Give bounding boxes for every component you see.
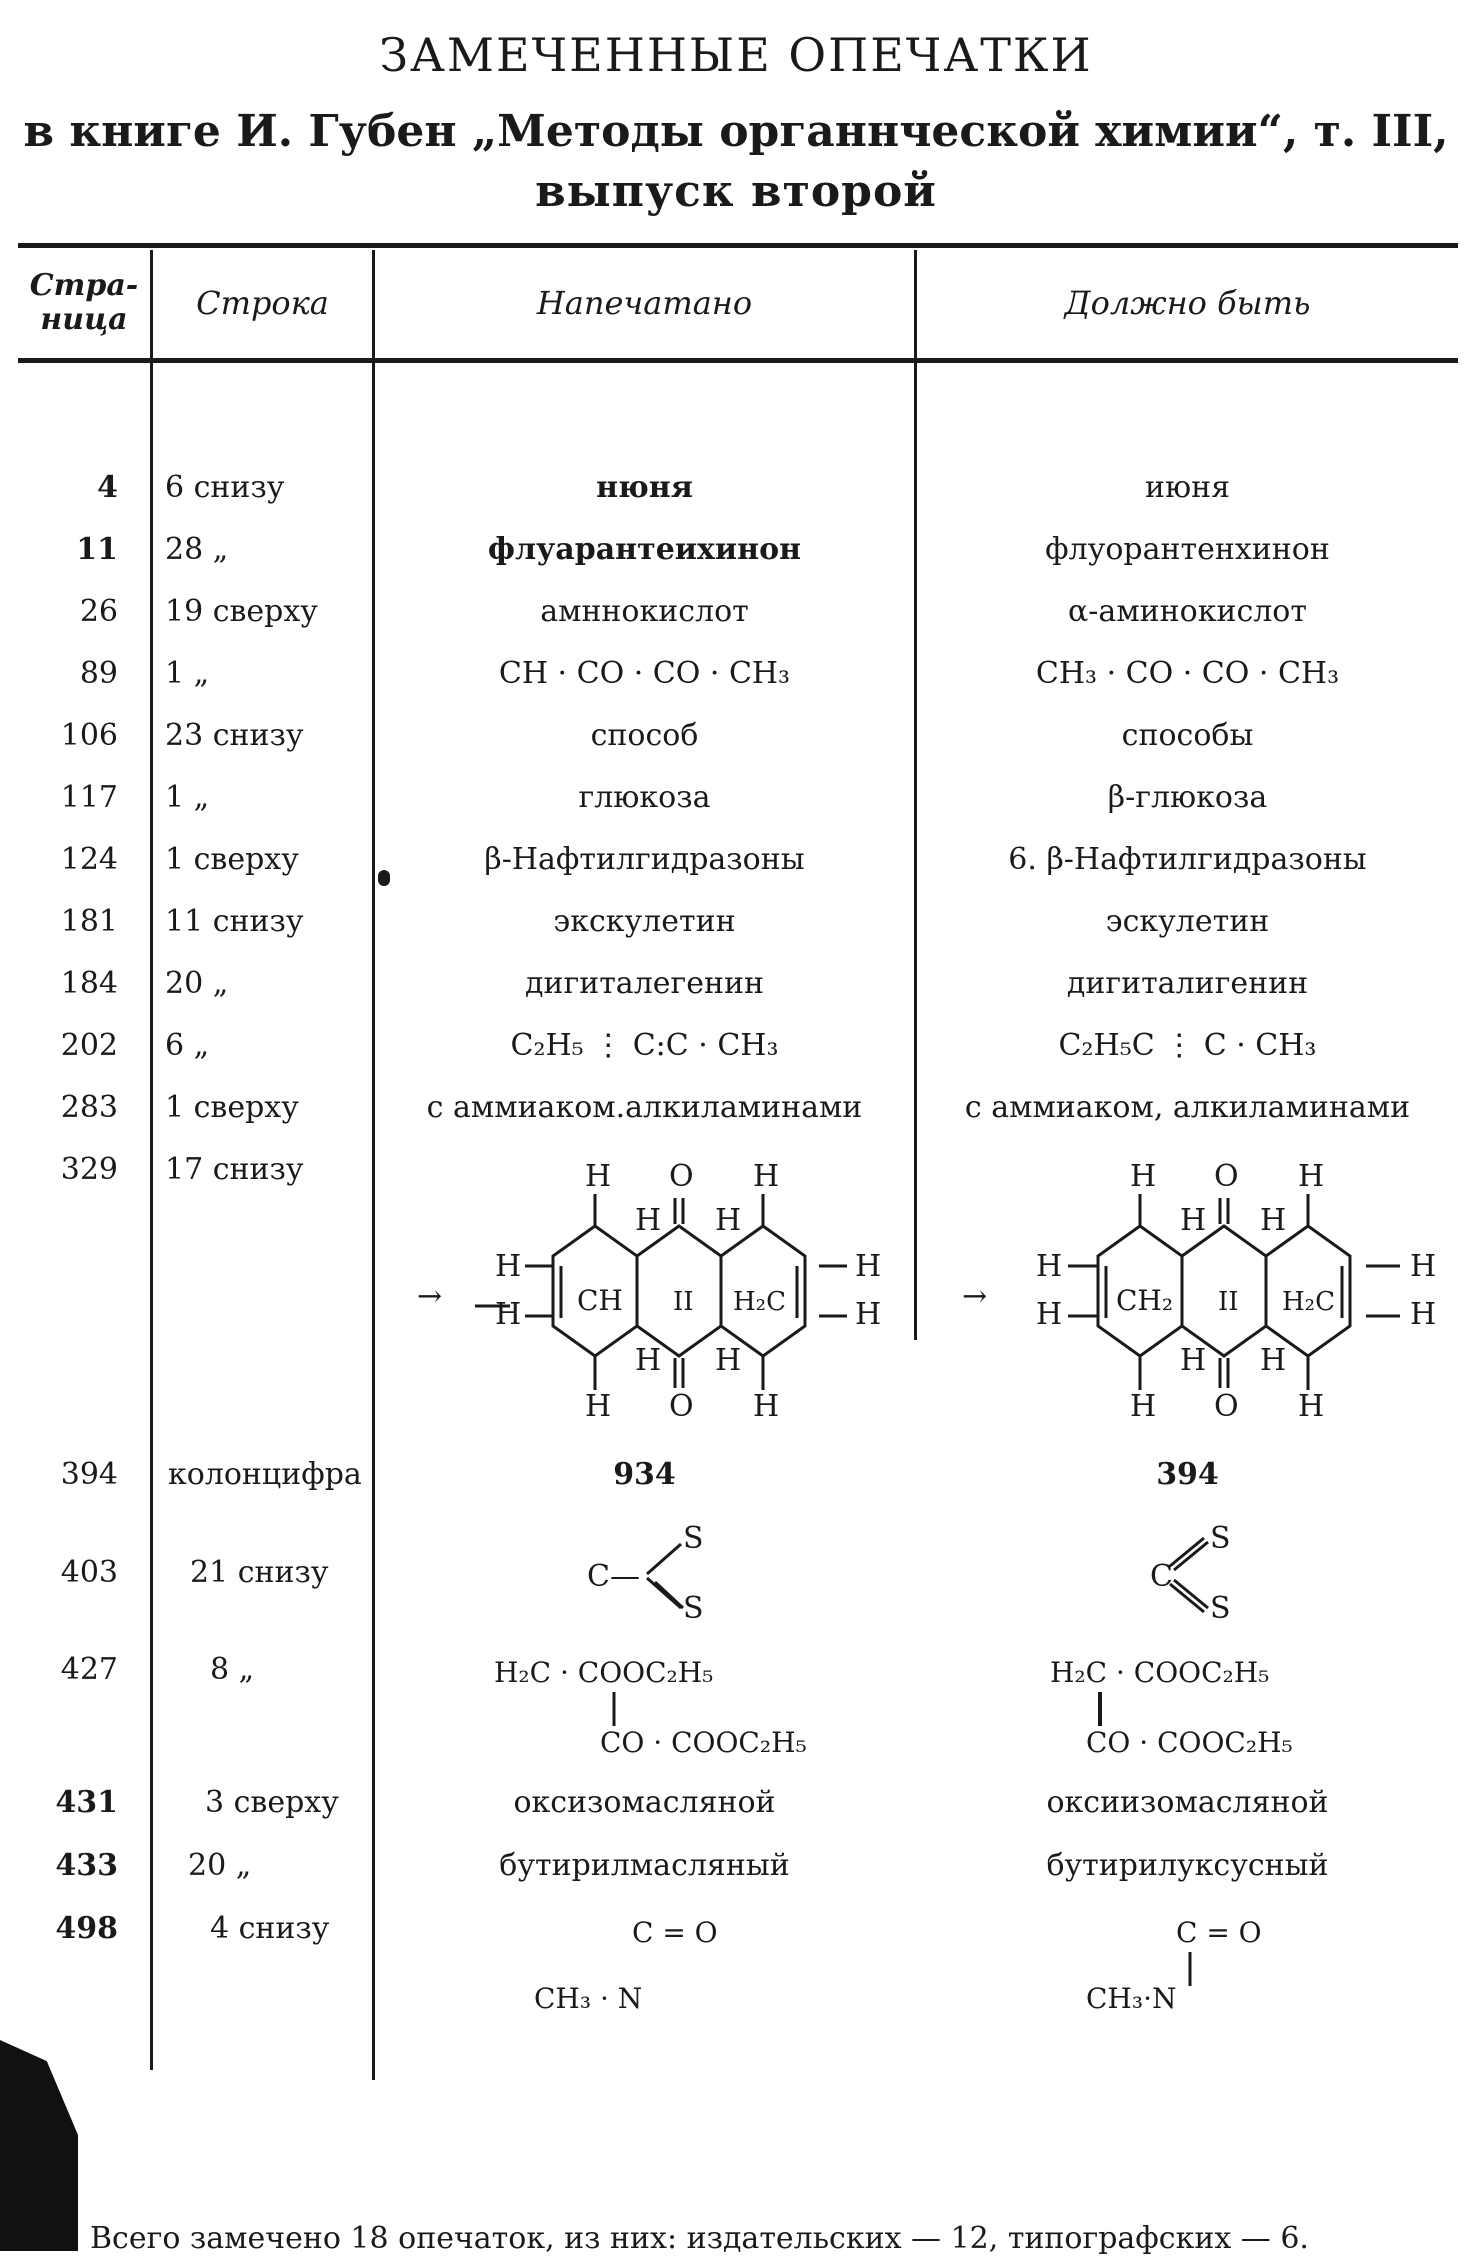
formula-should-be-329 <box>960 1158 1450 1428</box>
cell-page: 498 <box>55 1911 118 1946</box>
svg-text:S: S <box>683 1521 704 1556</box>
cell-printed: дигиталегенин <box>525 966 764 1001</box>
cell-page: 181 <box>60 904 118 939</box>
svg-text:H: H <box>1298 1159 1325 1194</box>
svg-text:H: H <box>635 1343 662 1378</box>
cell-printed: способ <box>590 718 699 753</box>
table-row <box>0 1838 1472 1894</box>
cell-line: 1 „ <box>165 656 210 691</box>
arrow-symbol: → <box>962 1279 988 1314</box>
svg-text:H₂C · COOC₂H₅: H₂C · COOC₂H₅ <box>494 1656 714 1689</box>
formula-should-be-403 <box>1148 1518 1258 1628</box>
formula-printed-498 <box>528 1908 768 2018</box>
cell-line: 23 снизу <box>165 718 304 753</box>
header-printed: Напечатано <box>536 283 753 322</box>
svg-text:H: H <box>585 1389 612 1424</box>
svg-text:O: O <box>1214 1389 1239 1424</box>
cell-page: 427 <box>60 1652 118 1687</box>
table-row <box>0 1080 1472 1136</box>
cell-printed: с аммиаком.алкиламинами <box>426 1090 863 1125</box>
svg-text:H: H <box>753 1159 780 1194</box>
svg-text:H: H <box>1036 1249 1063 1284</box>
svg-text:H: H <box>635 1203 662 1238</box>
svg-text:H: H <box>1130 1389 1157 1424</box>
page-title: ЗАМЕЧЕННЫЕ ОПЕЧАТКИ <box>379 28 1093 82</box>
table-top-rule <box>18 243 1458 248</box>
cell-page: 202 <box>60 1028 118 1063</box>
svg-text:H: H <box>1036 1297 1063 1332</box>
cell-line: колонцифра <box>168 1457 362 1492</box>
cell-should-be: с аммиаком, алкиламинами <box>964 1090 1411 1125</box>
arrow-symbol: → <box>417 1279 443 1314</box>
svg-text:H₂C · COOC₂H₅: H₂C · COOC₂H₅ <box>1050 1656 1270 1689</box>
cell-printed: CH · CO · CO · CH₃ <box>498 656 791 691</box>
cell-printed: β-Нафтилгидразоны <box>484 842 805 877</box>
cell-line: 28 „ <box>165 532 229 567</box>
cell-page: 124 <box>60 842 118 877</box>
table-row <box>0 956 1472 1012</box>
svg-text:CO · COOC₂H₅: CO · COOC₂H₅ <box>600 1726 807 1759</box>
cell-should-be: флуорантенхинон <box>1045 532 1330 567</box>
cell-should-be: оксиизомасляной <box>1046 1785 1329 1820</box>
cell-printed: 934 <box>613 1457 676 1492</box>
svg-text:CH₂: CH₂ <box>1116 1284 1174 1317</box>
svg-text:H: H <box>1260 1343 1287 1378</box>
svg-text:H: H <box>1260 1203 1287 1238</box>
cell-should-be: 394 <box>1156 1457 1219 1492</box>
cell-page: 106 <box>60 718 118 753</box>
formula-printed-403 <box>585 1518 725 1628</box>
table-row <box>0 584 1472 640</box>
cell-line: 1 сверху <box>165 842 299 877</box>
table-row <box>0 646 1472 702</box>
svg-text:O: O <box>669 1159 694 1194</box>
cell-printed: амннокислот <box>540 594 749 629</box>
svg-text:H: H <box>495 1249 522 1284</box>
cell-printed: нюня <box>596 470 693 505</box>
table-row <box>0 460 1472 516</box>
cell-line: 20 „ <box>188 1848 252 1883</box>
cell-line: 19 сверху <box>165 594 318 629</box>
svg-text:H₂C: H₂C <box>1282 1287 1335 1317</box>
svg-text:II: II <box>1218 1287 1239 1317</box>
svg-text:S: S <box>1210 1591 1231 1626</box>
header-page: Стра-ница <box>29 267 139 337</box>
cell-line: 6 снизу <box>165 470 285 505</box>
svg-text:H: H <box>1410 1249 1437 1284</box>
svg-text:C = O: C = O <box>632 1916 718 1949</box>
cell-page: 184 <box>60 966 118 1001</box>
table-row <box>0 832 1472 888</box>
cell-page: 89 <box>79 656 118 691</box>
cell-printed: глюкоза <box>578 780 711 815</box>
cell-line: 21 снизу <box>190 1555 329 1590</box>
formula-should-be-427 <box>1046 1648 1426 1768</box>
table-row <box>0 1775 1472 1831</box>
cell-page: 283 <box>60 1090 118 1125</box>
cell-printed: C₂H₅ ⋮ C:C · CH₃ <box>510 1028 779 1063</box>
svg-text:H: H <box>855 1297 882 1332</box>
svg-text:H: H <box>715 1203 742 1238</box>
svg-text:H: H <box>753 1389 780 1424</box>
cell-should-be: C₂H₅C ⋮ C · CH₃ <box>1058 1028 1317 1063</box>
svg-text:S: S <box>683 1591 704 1626</box>
cell-should-be: июня <box>1144 470 1231 505</box>
cell-line: 20 „ <box>165 966 229 1001</box>
cell-should-be: способы <box>1121 718 1254 753</box>
cell-line: 11 снизу <box>165 904 304 939</box>
cell-printed: бутирилмасляный <box>499 1848 790 1883</box>
svg-text:CH₃ · N: CH₃ · N <box>534 1982 643 2015</box>
cell-page: 431 <box>55 1785 118 1820</box>
page-subtitle-2: выпуск второй <box>535 166 937 217</box>
cell-page: 403 <box>60 1555 118 1590</box>
cell-page: 11 <box>76 532 118 567</box>
cell-printed: флуарантеихинон <box>487 532 802 567</box>
formula-printed-329 <box>415 1158 895 1428</box>
cell-page: 4 <box>97 470 118 505</box>
cell-line: 1 сверху <box>165 1090 299 1125</box>
cell-page: 394 <box>60 1457 118 1492</box>
cell-should-be: β-глюкоза <box>1107 780 1268 815</box>
cell-line: 17 снизу <box>165 1152 304 1187</box>
table-row <box>0 708 1472 764</box>
cell-page: 329 <box>60 1152 118 1187</box>
cell-page: 433 <box>55 1848 118 1883</box>
table-row <box>0 522 1472 578</box>
svg-text:CH: CH <box>577 1284 623 1317</box>
svg-text:H: H <box>1180 1343 1207 1378</box>
cell-line: 1 „ <box>165 780 210 815</box>
svg-text:O: O <box>1214 1159 1239 1194</box>
svg-text:CH₃·N: CH₃·N <box>1086 1982 1177 2015</box>
svg-text:C—: C— <box>587 1559 640 1594</box>
svg-text:H₂C: H₂C <box>733 1287 786 1317</box>
ink-dot <box>378 870 390 886</box>
svg-text:S: S <box>1210 1521 1231 1556</box>
svg-text:H: H <box>495 1297 522 1332</box>
table-header-rule <box>18 358 1458 363</box>
summary-footer: Всего замечено 18 опечаток, из них: издательских — 12, типографских — 6. <box>90 2221 1309 2256</box>
cell-line: 4 снизу <box>210 1911 330 1946</box>
cell-should-be: 6. β-Нафтилгидразоны <box>1008 842 1367 877</box>
page-subtitle: в книге И. Губен „Методы органнческой химии“, т. III, <box>23 106 1449 157</box>
svg-text:H: H <box>715 1343 742 1378</box>
table-row <box>0 770 1472 826</box>
table-row <box>0 1447 1472 1503</box>
cell-should-be: α-аминокислот <box>1068 594 1307 629</box>
svg-text:H: H <box>1180 1203 1207 1238</box>
svg-text:O: O <box>669 1389 694 1424</box>
table-row <box>0 894 1472 950</box>
svg-text:H: H <box>1298 1389 1325 1424</box>
cell-page: 26 <box>79 594 118 629</box>
formula-should-be-498 <box>1082 1908 1322 2018</box>
svg-text:H: H <box>855 1249 882 1284</box>
cell-printed: экскулетин <box>553 904 736 939</box>
formula-printed-427 <box>490 1648 870 1768</box>
table-row <box>0 1018 1472 1074</box>
svg-text:C = O: C = O <box>1176 1916 1262 1949</box>
cell-should-be: бутирилуксусный <box>1046 1848 1329 1883</box>
svg-text:CO · COOC₂H₅: CO · COOC₂H₅ <box>1086 1726 1293 1759</box>
svg-text:II: II <box>673 1287 694 1317</box>
svg-text:C: C <box>1150 1559 1173 1594</box>
cell-should-be: CH₃ · CO · CO · CH₃ <box>1035 656 1340 691</box>
scan-smudge <box>0 2040 78 2251</box>
cell-line: 8 „ <box>210 1652 255 1687</box>
cell-line: 6 „ <box>165 1028 210 1063</box>
svg-text:H: H <box>1410 1297 1437 1332</box>
svg-text:H: H <box>1130 1159 1157 1194</box>
cell-should-be: эскулетин <box>1105 904 1270 939</box>
header-line: Строка <box>196 283 329 322</box>
cell-page: 117 <box>60 780 118 815</box>
cell-printed: оксизомасляной <box>513 1785 776 1820</box>
svg-text:H: H <box>585 1159 612 1194</box>
header-should-be: Должно быть <box>1064 283 1311 322</box>
cell-line: 3 сверху <box>205 1785 339 1820</box>
cell-should-be: дигиталигенин <box>1066 966 1309 1001</box>
